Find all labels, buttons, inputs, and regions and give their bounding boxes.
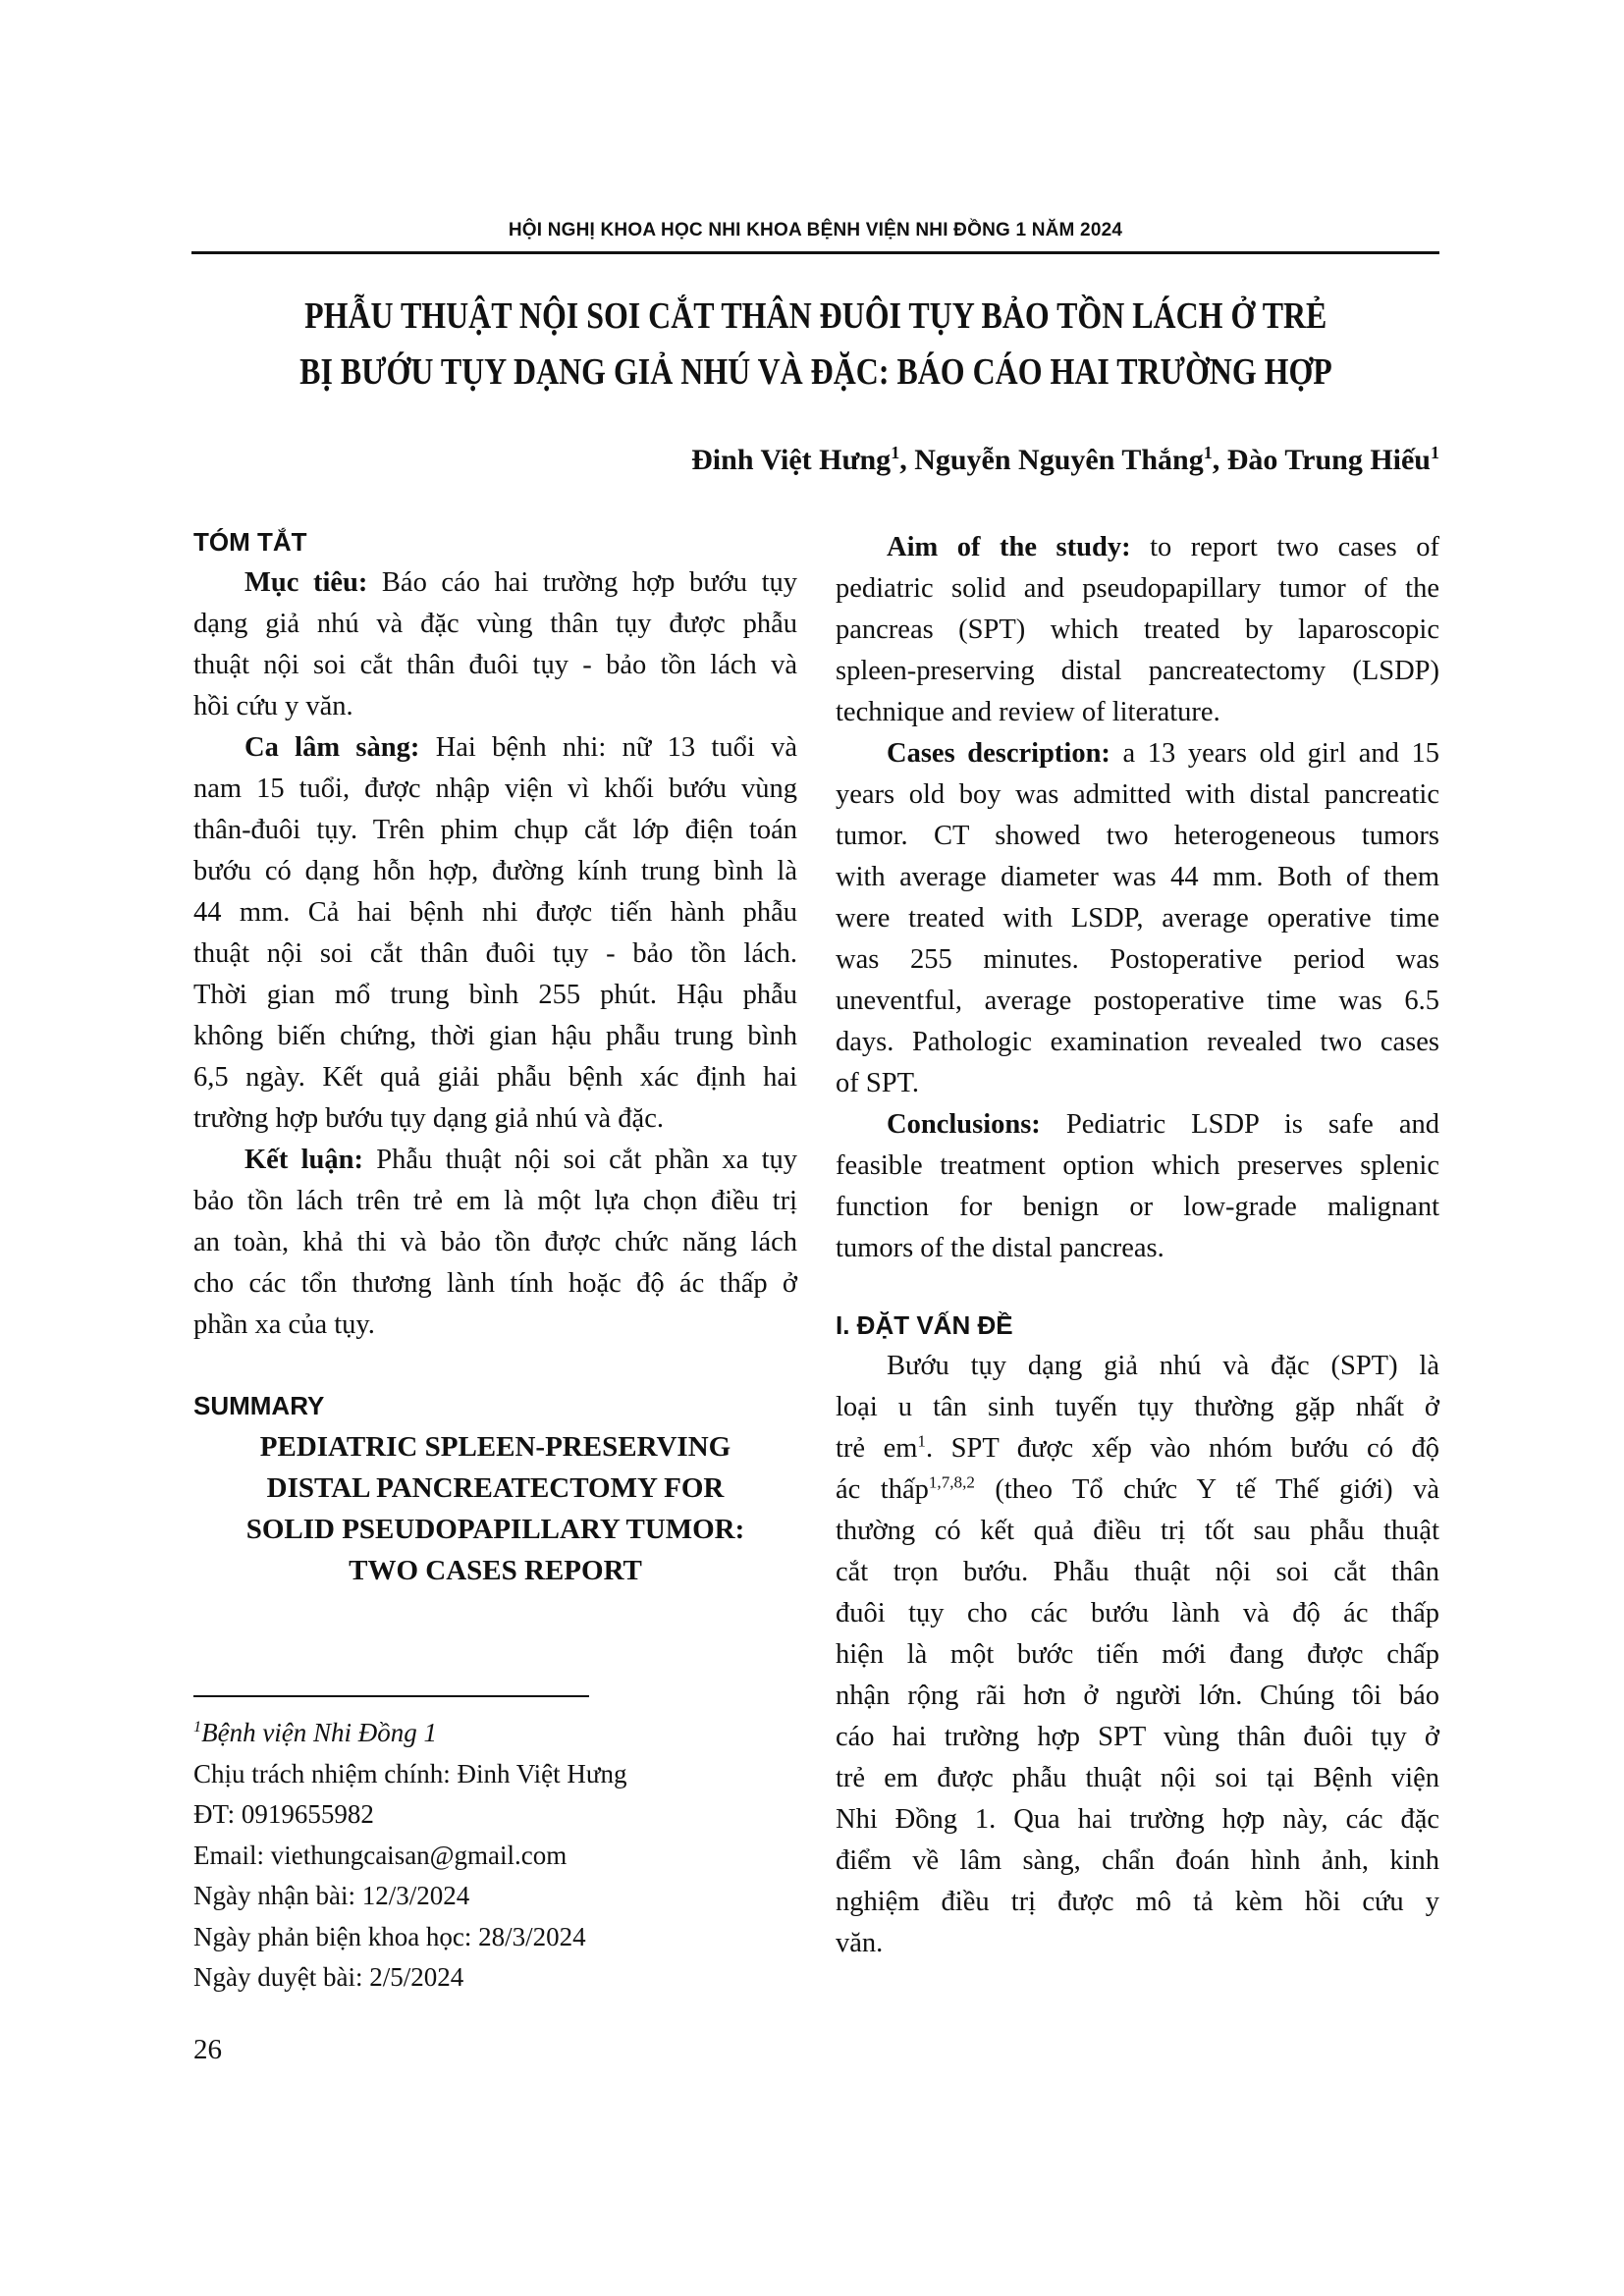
intro-heading: I. ĐẶT VẤN ĐỀ (836, 1310, 1013, 1340)
footnote-line: Ngày nhận bài: 12/3/2024 (193, 1881, 470, 1910)
text-line: không biến chứng, thời gian hậu phẫu trung bình (193, 1021, 797, 1051)
text-line: trẻ $em^1$. SPT được xếp vào nhóm bướu có độ (836, 1431, 1439, 1464)
affiliation-mark: 1 (193, 1718, 202, 1735)
text-line: years old boy was admitted with distal pancreatic (836, 779, 1439, 810)
title-line: PHẪU THUẬT NỘI SOI CẮT THÂN ĐUÔI TỤY BẢO TỒN LÁCH Ở TRẺ (303, 295, 1327, 337)
footnote-line: Chịu trách nhiệm chính: Đinh Việt Hưng (193, 1758, 627, 1789)
text-line: nhận rộng rãi hơn ở người lớn. Chúng tôi báo (836, 1681, 1439, 1711)
title-line: BỊ BƯỚU TỤY DẠNG GIẢ NHÚ VÀ ĐẶC: BÁO CÁO HAI TRƯỜNG HỢP (298, 351, 1332, 393)
text-line: thường có kết quả điều trị tốt sau phẫu thuật (836, 1516, 1439, 1546)
paragraph (836, 1104, 1439, 1269)
text-line: trẻ em được phẫu thuật nội soi tại Bệnh viện (836, 1763, 1439, 1793)
text-line: Bướu tụy dạng giả nhú và đặc (SPT) là (887, 1351, 1439, 1381)
text-line: Ca lâm sàng: Hai bệnh nhi: nữ 13 tuổi và (244, 732, 797, 763)
text-line: điểm về lâm sàng, chẩn đoán hình ảnh, kinh (836, 1845, 1439, 1876)
footnote-line: Email: viethungcaisan@gmail.com (193, 1840, 568, 1870)
left-column (193, 521, 797, 1346)
paragraph (836, 527, 1439, 733)
author-affiliation-mark: 1 (1431, 443, 1439, 462)
text-line: văn. (836, 1928, 884, 1958)
summary-title-line: SOLID PSEUDOPAPILLARY TUMOR: (245, 1514, 745, 1545)
text-line: Cases description: a 13 years old girl and 15 (887, 738, 1439, 769)
text-line: hiện là một bước tiến mới đang được chấp (836, 1639, 1439, 1670)
text-line: 6,5 ngày. Kết quả giải phẫu bệnh xác định hai (193, 1062, 797, 1093)
summary-title-line: DISTAL PANCREATECTOMY FOR (266, 1472, 725, 1504)
text-line: uneventful, average postoperative time was 6.5 (836, 986, 1439, 1016)
paragraph-lead: Kết luận: (244, 1145, 363, 1175)
author-affiliation-mark: 1 (1203, 443, 1213, 462)
footnote-line: Ngày phản biện khoa học: 28/3/2024 (193, 1921, 586, 1951)
text-line: an toàn, khả thi và bảo tồn được chức năng lách (193, 1227, 797, 1257)
summary-heading: SUMMARY (193, 1391, 325, 1420)
paragraph-lead: Mục tiêu: (244, 567, 368, 598)
intro-paragraph (836, 1346, 1439, 1964)
text-line: cáo hai trường hợp SPT vùng thân đuôi tụy ở (836, 1722, 1439, 1752)
right-column (836, 527, 1439, 1269)
paragraph (836, 1346, 1439, 1964)
text-line: trường hợp bướu tụy dạng giả nhú và đặc. (193, 1103, 664, 1134)
summary-title-line: PEDIATRIC SPLEEN-PRESERVING (259, 1431, 731, 1463)
text-line: cắt trọn bướu. Phẫu thuật nội soi cắt thân (836, 1557, 1439, 1587)
text-line: were treated with LSDP, average operative time (836, 903, 1439, 934)
text-line: bướu có dạng hỗn hợp, đường kính trung bình là (193, 856, 797, 886)
text-line: Aim of the study: to report two cases of (887, 532, 1440, 562)
summary-block (193, 1385, 797, 1591)
summary-title (193, 1426, 797, 1591)
introduction-section (836, 1305, 1439, 1964)
text-line: with average diameter was 44 mm. Both of them (836, 862, 1439, 892)
paragraph (193, 562, 797, 727)
paragraph (836, 733, 1439, 1104)
text-line: dạng giả nhú và đặc vùng thân tụy được phẫu (193, 609, 797, 639)
footnote (193, 1713, 626, 1999)
text-line: phần xa của tụy. (193, 1309, 375, 1340)
text-line: tumor. CT showed two heterogeneous tumors (836, 821, 1439, 851)
paragraph-lead: Aim of the study: (887, 532, 1131, 562)
header-rule (191, 251, 1439, 254)
text-line: was 255 minutes. Postoperative period was (836, 944, 1439, 975)
footnote-rule (193, 1695, 589, 1697)
page-number: 26 (193, 2034, 222, 2065)
paragraph (193, 1140, 797, 1346)
author-list: Đinh Việt Hưng$^1$, Nguyễn Nguyên Thắng$^1$, Đào Trung Hiếu$^1$ (691, 443, 1439, 476)
summary-title-line: TWO CASES REPORT (349, 1555, 642, 1586)
footnote-line: ĐT: 0919655982 (193, 1799, 374, 1829)
abstract-vietnamese (193, 562, 797, 1346)
abstract-heading: TÓM TẮT (193, 527, 307, 557)
article-title (191, 294, 1439, 406)
text-line: nghiệm điều trị được mô tả kèm hồi cứu y (836, 1887, 1439, 1917)
author-name: Nguyễn Nguyên Thắng (914, 444, 1204, 476)
paragraph (193, 727, 797, 1140)
text-line: Nhi Đồng 1. Qua hai trường hợp này, các đặc (836, 1804, 1439, 1835)
text-line: Kết luận: Phẫu thuật nội soi cắt phần xa tụy (244, 1145, 798, 1175)
text-line: thuật nội soi cắt thân đuôi tụy - bảo tồn lách. (193, 938, 797, 969)
text-line: hồi cứu y văn. (193, 691, 353, 721)
text-line: 44 mm. Cả hai bệnh nhi được tiến hành phẫu (193, 897, 797, 928)
affiliation: Bệnh viện Nhi Đồng 1 (201, 1718, 438, 1747)
author-affiliation-mark: 1 (891, 443, 900, 462)
text-line: loại u tân sinh tuyến tụy thường gặp nhất ở (836, 1392, 1439, 1422)
text-line: of SPT. (836, 1068, 919, 1098)
paragraph-lead: Cases description: (887, 738, 1110, 769)
text-line: cho các tổn thương lành tính hoặc độ ác thấp ở (193, 1268, 797, 1299)
text-line: spleen-preserving distal pancreatectomy (LSDP) (836, 656, 1439, 686)
author-name: Đinh Việt Hưng (691, 444, 892, 476)
paragraph-lead: Ca lâm sàng: (244, 732, 420, 763)
abstract-english (836, 527, 1439, 1269)
text-line: ác thấp$^{1,7,8,2}$ (theo Tổ chức Y tế Thế giới) và (836, 1472, 1439, 1505)
text-line: thân-đuôi tụy. Trên phim chụp cắt lớp điện toán (193, 815, 797, 845)
text-line: pediatric solid and pseudopapillary tumor of the (836, 573, 1439, 604)
author-name: Đào Trung Hiếu (1226, 444, 1431, 476)
text-line: days. Pathologic examination revealed two cases (836, 1027, 1439, 1057)
text-line: function for benign or low-grade malignant (836, 1192, 1439, 1222)
text-line: feasible treatment option which preserves splenic (836, 1150, 1439, 1181)
text-line: bảo tồn lách trên trẻ em là một lựa chọn điều trị (193, 1186, 797, 1216)
text-line: Mục tiêu: Báo cáo hai trường hợp bướu tụy (244, 567, 797, 598)
text-line: thuật nội soi cắt thân đuôi tụy - bảo tồn lách và (193, 650, 797, 680)
text-line: pancreas (SPT) which treated by laparoscopic (836, 614, 1439, 645)
text-line: Thời gian mổ trung bình 255 phút. Hậu phẫu (193, 980, 797, 1010)
text-line: tumors of the distal pancreas. (836, 1233, 1164, 1263)
text-line: đuôi tụy cho các bướu lành và độ ác thấp (836, 1598, 1439, 1629)
running-header: HỘI NGHỊ KHOA HỌC NHI KHOA BỆNH VIỆN NHI ĐỒNG 1 NĂM 2024 (508, 220, 1123, 240)
footnote-line: Ngày duyệt bài: 2/5/2024 (193, 1962, 464, 1992)
text-line: Conclusions: Pediatric LSDP is safe and (887, 1109, 1439, 1140)
text-line: technique and review of literature. (836, 697, 1220, 727)
paragraph-lead: Conclusions: (887, 1109, 1041, 1140)
text-line: nam 15 tuổi, được nhập viện vì khối bướu vùng (193, 774, 797, 804)
